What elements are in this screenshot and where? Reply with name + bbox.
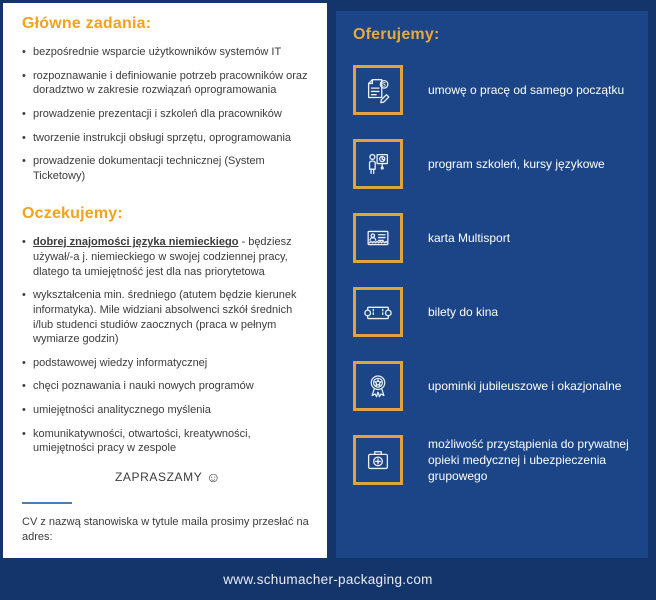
offer-label: umowę o pracę od samego początku [428,82,625,97]
offers-panel [336,11,648,558]
offer-row [353,213,638,263]
footer-bar [0,558,656,600]
task-item: • tworzenie instrukcji obsługi sprzętu, oprogramowania [22,131,314,146]
svg-text:$: $ [382,81,386,89]
offer-row [353,65,638,115]
smiley-icon: ☺ [206,468,221,485]
cinema-ticket-icon [353,287,403,337]
tasks-heading: Główne zadania: [22,15,152,32]
offers-heading: Oferujemy: [353,26,440,43]
jubilee-gift-icon [353,361,403,411]
offer-row [353,435,638,485]
offer-label: bilety do kina [428,304,499,319]
expectation-item: • chęci poznawania i nauki nowych programów [22,379,314,394]
offer-label: karta Multisport [428,230,511,245]
multisport-card-icon [353,213,403,263]
footer-website-link[interactable]: www.schumacher-packaging.com [223,571,433,587]
offer-label: program szkoleń, kursy językowe [428,156,605,171]
expectation-item: • umiejętności analitycznego myślenia [22,403,314,418]
offer-row [353,361,638,411]
offer-row [353,287,638,337]
medical-care-icon [353,435,403,485]
expectation-item: • podstawowej wiedzy informatycznej [22,356,314,371]
task-item: • rozpoznawanie i definiowanie potrzeb pracowników oraz doradztwo w zakresie rozwiązań oprogramowania [22,69,314,98]
expectation-item [22,235,314,279]
expectations-heading: Oczekujemy: [22,205,123,223]
tasks-list [22,45,314,183]
task-item: • prowadzenie dokumentacji technicznej (System Ticketowy) [22,154,314,183]
offer-label: możliwość przystąpienia do prywatnej opieki medycznej i ubezpieczenia grupowego [428,436,629,484]
expectation-lead: dobrej znajomości języka niemieckiego [33,236,239,249]
contract-icon [353,65,403,115]
expectation-item: • komunikatywności, otwartości, kreatywności, umiejętności pracy w zespole [22,427,314,456]
expectations-list [22,235,314,456]
expectation-lead-rest: - będziesz używał/-a j. niemieckiego w swojej codziennej pracy, dlatego ta umiejętność jest dla nas priorytetowa [33,236,292,278]
cv-note: CV z nazwą stanowiska w tytule maila prosimy przesłać na adres: [22,515,309,544]
offer-label: upominki jubileuszowe i okazjonalne [428,378,622,393]
left-content-panel [3,3,327,558]
training-icon [353,139,403,189]
invite-line [22,469,314,485]
expectation-item: • wykształcenia min. średniego (atutem będzie kierunek informatyka). Mile widziani absolwenci szkół średnich i/lub studenci studiów zaocznych (praca w pełnym wymiarze godzin) [22,288,314,347]
invite-text: ZAPRASZAMY [115,469,203,484]
task-item: • prowadzenie prezentacji i szkoleń dla pracowników [22,107,314,122]
offer-row [353,139,638,189]
task-item: • bezpośrednie wsparcie użytkowników systemów IT [22,45,314,60]
divider-line [22,502,72,504]
